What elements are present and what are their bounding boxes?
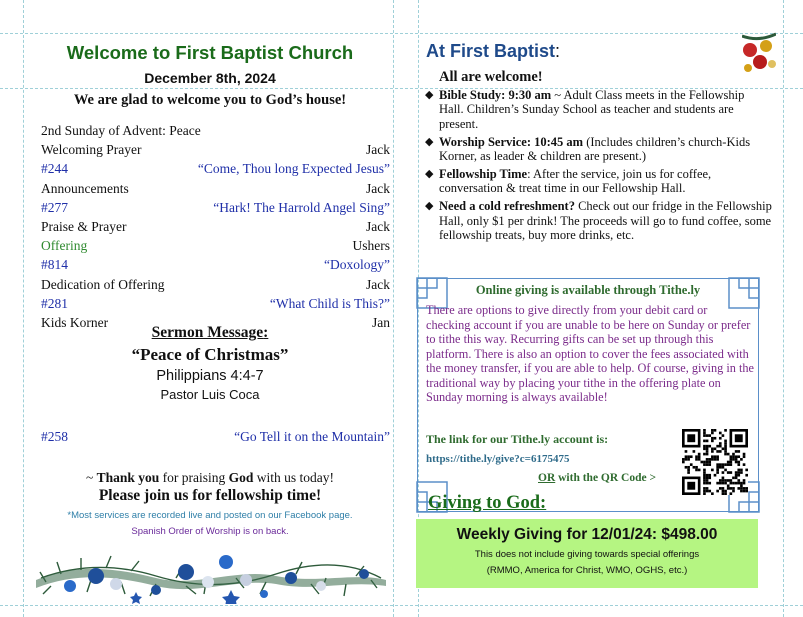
order-item-label: 2nd Sunday of Advent: Peace bbox=[41, 123, 201, 138]
recording-note: *Most services are recorded live and posted on our Facebook page. bbox=[67, 510, 353, 521]
order-of-worship-panel bbox=[26, 36, 394, 606]
order-row bbox=[41, 199, 390, 217]
giving-note: This does not include giving towards special offerings bbox=[474, 549, 700, 560]
scripture-reference: Philippians 4:4-7 bbox=[156, 368, 264, 384]
schedule-item-title: Bible Study: 9:30 am bbox=[439, 88, 552, 102]
qr-code-label: OR with the QR Code > bbox=[538, 472, 657, 484]
hymn-number: #281 bbox=[41, 295, 68, 311]
layout-guide bbox=[23, 0, 24, 617]
sermon-title: “Peace of Christmas” bbox=[131, 345, 289, 364]
schedule-item-title: Worship Service: 10:45 am bbox=[439, 134, 584, 149]
schedule-item bbox=[422, 167, 772, 196]
schedule-item-title: Need a cold refreshment? bbox=[439, 199, 575, 214]
order-row bbox=[41, 256, 390, 274]
spanish-order-note: Spanish Order of Worship is on back. bbox=[131, 526, 289, 537]
order-row bbox=[41, 160, 390, 178]
order-item-label: Welcoming Prayer bbox=[41, 142, 142, 158]
order-item-label: Praise & Prayer bbox=[41, 219, 127, 234]
hymn-title: “What Child is This?” bbox=[269, 295, 390, 311]
schedule-item bbox=[422, 88, 772, 131]
schedule-item-text: : After the service, join us for coffee, conversation & treat time in our Fellowship Hall. bbox=[439, 167, 712, 196]
closing-hymn-row bbox=[41, 428, 390, 446]
order-row bbox=[41, 295, 390, 313]
schedule-list bbox=[422, 88, 772, 246]
leader-name: Jack bbox=[366, 219, 390, 234]
online-giving-text: There are options to give directly from your debit card or checking account if you are unable to be here on Sunday or prefer to tithe this way. Recurring gifts can be set up through this platform. There is also an option to cover the fees associated with the money transfer, if you are able to help. Of course, giving in the traditional way by placing your tithe in the offering plate on Sunday morning is always available! bbox=[426, 303, 755, 404]
bullet-icon: ◆ bbox=[425, 168, 434, 181]
special-offerings-note: (RMMO, America for Christ, WMO, OGHS, etc.) bbox=[486, 565, 688, 576]
schedule-item bbox=[422, 199, 772, 242]
schedule-item-title: Fellowship Time bbox=[439, 167, 528, 182]
welcome-title: Welcome to First Baptist Church bbox=[66, 42, 354, 63]
schedule-item bbox=[422, 135, 772, 164]
order-row bbox=[41, 141, 390, 159]
thanks-line: ~ Thank you for praising God with us today! bbox=[85, 470, 335, 485]
all-welcome-heading: All are welcome! bbox=[439, 69, 543, 85]
church-info-panel bbox=[416, 30, 781, 590]
ornaments-image bbox=[742, 30, 776, 76]
order-row bbox=[41, 122, 390, 140]
bullet-icon: ◆ bbox=[425, 200, 434, 213]
hymn-number: #277 bbox=[41, 199, 68, 215]
order-row bbox=[41, 276, 390, 294]
hymn-title: “Go Tell it on the Mountain” bbox=[234, 429, 390, 444]
welcome-message: We are glad to welcome you to God’s house! bbox=[73, 92, 347, 108]
hymn-number: #244 bbox=[41, 161, 68, 177]
weekly-giving-amount: Weekly Giving for 12/01/24: $498.00 bbox=[456, 526, 718, 543]
weekly-giving-panel bbox=[416, 519, 758, 588]
order-item-label: Announcements bbox=[41, 180, 129, 196]
order-row bbox=[41, 180, 390, 198]
hymn-number: #814 bbox=[41, 257, 68, 273]
layout-guide bbox=[783, 0, 784, 617]
tithe-link-label: The link for our Tithe.ly account is: bbox=[426, 432, 609, 446]
leader-name: Jack bbox=[366, 180, 390, 196]
fellowship-invite: Please join us for fellowship time! bbox=[98, 487, 322, 504]
bullet-icon: ◆ bbox=[425, 89, 434, 101]
schedule-item-text: ~ Adult Class meets in the Fellowship Hall. Children’s Sunday School as teacher and students are present. bbox=[439, 88, 745, 131]
hymn-title: “Doxology” bbox=[324, 257, 390, 273]
hymn-title: “Come, Thou long Expected Jesus” bbox=[197, 161, 390, 177]
qr-code-image[interactable] bbox=[682, 429, 748, 495]
service-date: December 8th, 2024 bbox=[144, 70, 276, 86]
tithe-link[interactable]: https://tithe.ly/give?c=6175475 bbox=[426, 453, 570, 465]
giving-title: Giving to God: bbox=[428, 493, 547, 513]
order-row bbox=[41, 237, 390, 255]
pastor-name: Pastor Luis Coca bbox=[160, 387, 260, 402]
online-giving-heading: Online giving is available through Tithe.ly bbox=[475, 283, 701, 297]
leader-name: Jan bbox=[372, 315, 390, 330]
bullet-icon: ◆ bbox=[425, 135, 434, 148]
hymn-title: “Hark! The Harrold Angel Sing” bbox=[213, 199, 390, 215]
leader-name: Jack bbox=[366, 142, 390, 158]
online-giving-box bbox=[417, 278, 759, 512]
schedule-item-text: (Includes children’s church-Kids Korner, as leader & children are present.) bbox=[439, 134, 751, 164]
hymn-number: #258 bbox=[41, 429, 68, 444]
info-title: At First Baptist: bbox=[426, 41, 561, 61]
order-row bbox=[41, 218, 390, 236]
christmas-garland-image bbox=[36, 538, 386, 604]
order-item-label: Kids Korner bbox=[41, 315, 109, 330]
sermon-heading: Sermon Message: bbox=[151, 324, 269, 341]
order-item-label: Offering bbox=[41, 238, 88, 254]
schedule-item-text: Check out our fridge in the Fellowship Hall, only $1 per drink! The proceeds will go to fund coffee, some fellowship treats, buy more drinks, etc. bbox=[439, 199, 772, 243]
order-item-label: Dedication of Offering bbox=[41, 276, 165, 292]
leader-name: Jack bbox=[366, 276, 390, 292]
leader-name: Ushers bbox=[352, 238, 390, 254]
